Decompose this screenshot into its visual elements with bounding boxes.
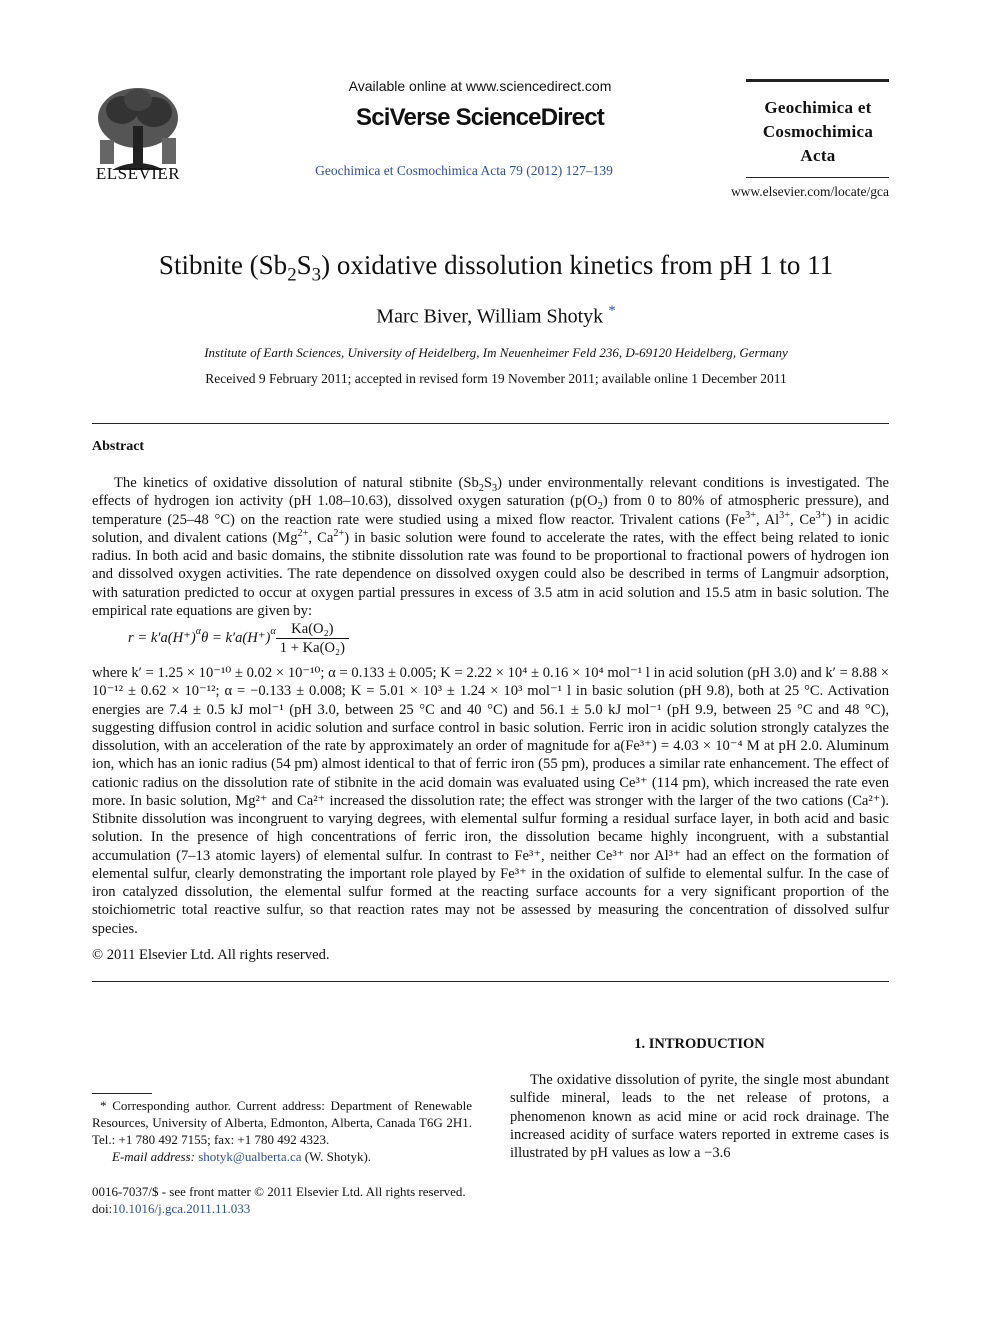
section-heading-introduction: 1. INTRODUCTION	[634, 1036, 765, 1052]
title-part-1: Stibnite (Sb	[158, 250, 288, 280]
journal-title-line-1: Geochimica et	[764, 98, 872, 117]
abstract-rule-bottom	[92, 981, 889, 982]
introduction-text: The oxidative dissolution of pyrite, the single most abundant sulfide mineral, leads to the net release of protons, a phenomenon known as acid mine or acid rock drainage. The increased acidity of surface waters reported in extreme cases is illustrated by pH values as low a −3.6	[510, 1072, 889, 1161]
equation-left: r = k′a(H⁺)	[128, 630, 196, 647]
doi-label: doi:	[92, 1201, 113, 1216]
title-subscript-1: 2	[287, 264, 297, 286]
title-part-3: ) oxidative dissolution kinetics from pH 1 to 11	[321, 250, 834, 280]
corresponding-author-mark[interactable]: *	[608, 303, 616, 319]
equation-numerator: Ka(O₂)	[276, 620, 349, 639]
author-list	[60, 303, 932, 329]
email-owner: (W. Shotyk).	[304, 1149, 372, 1164]
author-names: Marc Biver, William Shotyk	[376, 305, 604, 328]
rate-equation	[92, 620, 889, 664]
journal-title	[742, 96, 894, 168]
abstract-body	[92, 474, 889, 938]
footnote-rule	[92, 1093, 152, 1094]
elsevier-wordmark: ELSEVIER	[95, 164, 181, 183]
title-subscript-2: 3	[311, 264, 322, 286]
abstract-rule-top	[92, 423, 889, 424]
journal-title-line-2: Cosmochimica	[762, 122, 874, 141]
equation-middle: θ = k′a(H⁺)	[201, 630, 271, 647]
doi-link[interactable]: 10.1016/j.gca.2011.11.033	[112, 1201, 251, 1216]
abstract-paragraph-1: The kinetics of oxidative dissolution of natural stibnite $(Sb_2S_3)$ under environmentally relevant conditions is investigated. The effects of hydrogen ion activity (pH 1.08–10.63), dissolved oxygen saturation ($p(O_2)$ from 0 to 80% of atmospheric pressure), and temperature (25–48 °C) on the reaction rate were studied using a mixed flow reactor. Trivalent cations ($Fe^{3+}$, $Al^{3+}$, $Ce^{3+}$) in acidic solution, and divalent cations ($Mg^{2+}$, $Ca^{2+}$) in basic solution were found to accelerate the rates, with the effect being related to ionic radius. In both acid and basic domains, the stibnite dissolution rate was found to be proportional to fractional powers of hydrogen ion and dissolved oxygen activities. The rate dependence on dissolved oxygen could also be described in terms of Langmuir adsorption, with saturation predicted to occur at oxygen partial pressures in excess of 3.5 atm in acid solution and 15.5 atm in basic solution. The empirical rate equations are given by:	[92, 475, 890, 619]
abstract-copyright: © 2011 Elsevier Ltd. All rights reserved.	[92, 947, 330, 963]
footnote-mark: *	[100, 1098, 107, 1113]
abstract-paragraph-2: where k′ = 1.25 × 10⁻¹⁰ ± 0.02 × 10⁻¹⁰; α = 0.133 ± 0.005; K = 2.22 × 10⁴ ± 0.16 × 10⁴ mol⁻¹ l in acid solution (pH 3.0) and k′ = 8.88 × 10⁻¹² ± 0.62 × 10⁻¹²; α = −0.133 ± 0.008; K = 5.01 × 10³ ± 1.24 × 10³ mol⁻¹ l in basic solution (pH 9.8), both at 25 °C. Activation energies are 7.4 ± 0.5 kJ mol⁻¹ (pH 3.0, between 25 °C and 40 °C) and 56.1 ± 5.0 kJ mol⁻¹ (pH 9.9, between 25 °C and 48 °C), suggesting diffusion control in acidic solution and surface control in basic solution. Ferric iron in acidic solution strongly catalyzes the dissolution, with an acceleration of the rate by approximately an order of magnitude for a(Fe³⁺) = 4.03 × 10⁻⁴ M at pH 2.0. Aluminum ion, which has an ionic radius (54 pm) almost identical to that of ferric iron (55 pm), produces a similar rate enhancement. The effect of cationic radius on the dissolution rate of stibnite in the acid domain was evaluated using Ce³⁺ (114 pm), which increased the rate even more. In basic solution, Mg²⁺ and Ca²⁺ increased the dissolution rate; the effect was stronger with the larger of the two cations (Ca²⁺). Stibnite dissolution was incongruent to varying degrees, with elemental sulfur forming a residual surface layer, in both acid and basic solution. In the presence of high concentrations of ferric iron, the dissolution became highly incongruent, with a substantial accumulation (7–13 atomic layers) of elemental sulfur. In contrast to Fe³⁺, neither Ce³⁺ nor Al³⁺ had an effect on the formation of elemental sulfur, clearly demonstrating the important role played by Fe³⁺ in the oxidation of sulfide to elemental sulfur. In the case of iron catalyzed dissolution, the elemental sulfur formed at the reacting surface accounts for a very significant proportion of the stoichiometric total reactive sulfur, so that reaction rates may not be assessed by measuring the concentration of dissolved sulfur species.	[92, 665, 889, 937]
affiliation: Institute of Earth Sciences, University of Heidelberg, Im Neuenheimer Feld 236, D-69120 Heidelberg, Germany	[204, 345, 788, 360]
equation-denominator: 1 + Ka(O₂)	[279, 640, 345, 656]
article-history-dates: Received 9 February 2011; accepted in revised form 19 November 2011; available online 1 December 2011	[205, 371, 787, 386]
journal-rule-bottom	[746, 177, 889, 178]
email-label: E-mail address:	[112, 1149, 195, 1164]
title-part-2: S	[296, 250, 312, 280]
front-matter-info	[92, 1183, 512, 1217]
equation-exponent-2: α	[270, 625, 276, 637]
footnote-text: Corresponding author. Current address: Department of Renewable Resources, University of Alberta, Edmonton, Alberta, Canada T6G 2H1. Tel.: +1 780 492 7155; fax: +1 780 492 4323.	[92, 1098, 472, 1147]
journal-title-line-3: Acta	[800, 146, 836, 165]
available-online-text: Available online at www.sciencedirect.com	[348, 78, 612, 94]
corresponding-author-footnote	[92, 1097, 472, 1165]
issn-line: 0016-7037/$ - see front matter © 2011 Elsevier Ltd. All rights reserved.	[92, 1184, 466, 1199]
equation-exponent-1: α	[195, 625, 202, 637]
journal-rule-top	[746, 79, 889, 82]
journal-citation-link[interactable]: Geochimica et Cosmochimica Acta 79 (2012) 127–139	[315, 163, 613, 178]
journal-url-link[interactable]: www.elsevier.com/locate/gca	[730, 184, 889, 199]
equation-fraction	[276, 620, 349, 657]
abstract-heading: Abstract	[92, 439, 145, 454]
email-link[interactable]: shotyk@ualberta.ca	[198, 1149, 302, 1164]
sciverse-sciencedirect-logo[interactable]: SciVerse ScienceDirect	[356, 104, 604, 131]
paper-title	[60, 250, 932, 286]
